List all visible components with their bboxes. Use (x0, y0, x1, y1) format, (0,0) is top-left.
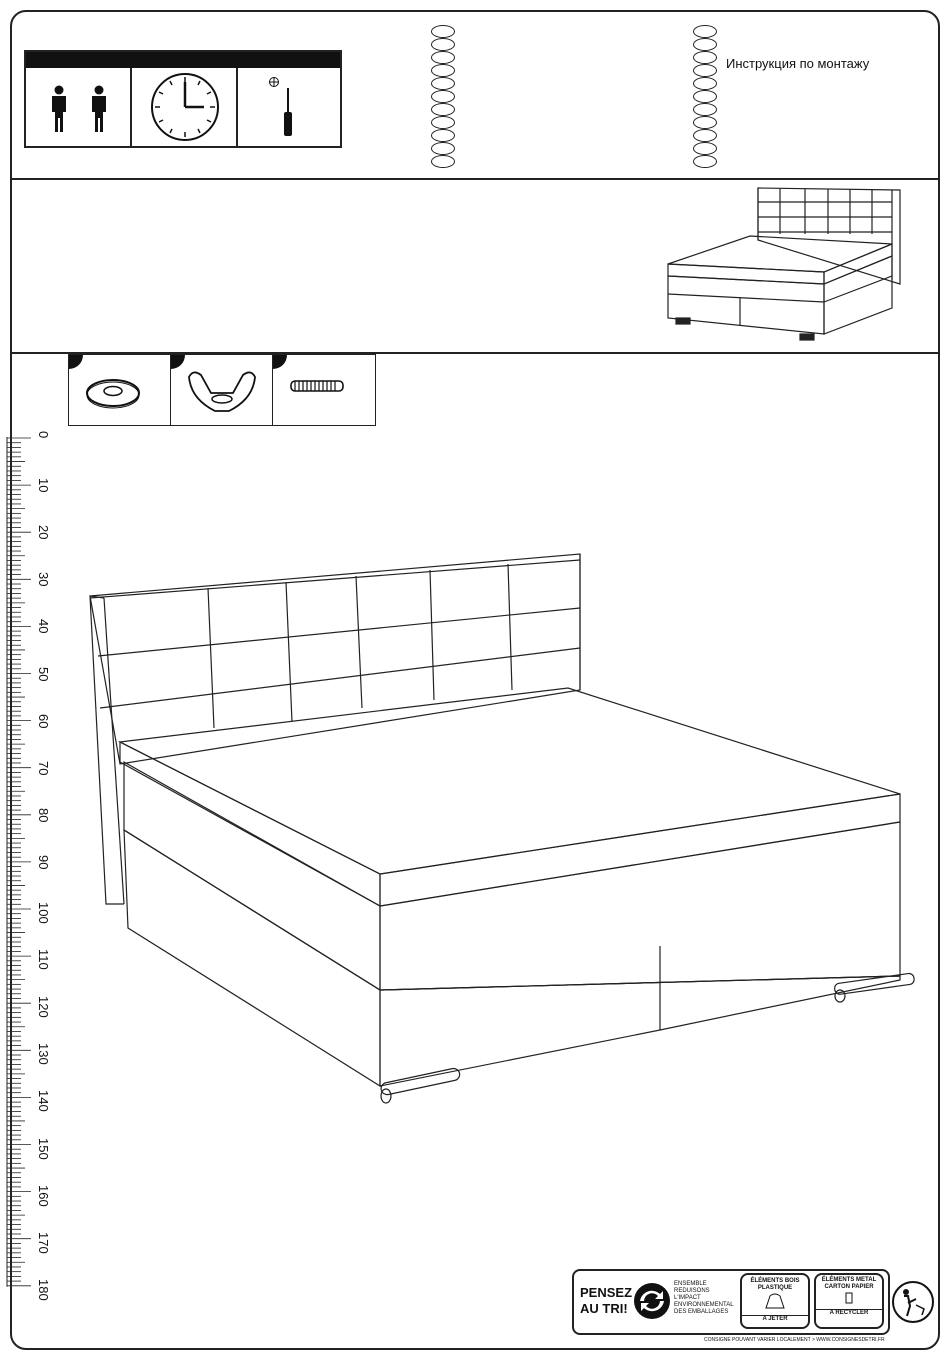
ruler-label: 50 (36, 666, 51, 681)
tools-bar (26, 52, 340, 68)
ruler-label: 30 (36, 572, 51, 587)
ruler-label: 80 (36, 807, 51, 823)
measuring-ruler (6, 431, 52, 1301)
eco-au-tri-text: AU TRI! (580, 1301, 628, 1316)
ruler-label: 40 (36, 619, 51, 634)
tools-panel (24, 50, 342, 148)
threaded-rod-icon (273, 355, 373, 425)
can-icon (816, 1292, 882, 1304)
eco-recycling-label (570, 1267, 936, 1345)
washer-icon (69, 355, 169, 425)
ruler-label: 0 (36, 431, 51, 439)
ruler-label: 140 (36, 1090, 51, 1113)
persons-cell (26, 68, 132, 146)
ruler-label: 110 (36, 949, 51, 970)
eco-ensemble-text: ENSEMBLE REDUISONS L'IMPACT ENVIRONNEMENTAL DES EMBALLAGES (674, 1281, 734, 1315)
ruler-label: 20 (36, 525, 51, 540)
triman-icon (890, 1279, 936, 1325)
ruler-label: 120 (36, 996, 51, 1018)
ruler-ticks (6, 437, 36, 1297)
eco-bois-action: A JETER (742, 1315, 808, 1323)
two-persons-icon (26, 68, 130, 146)
eco-pensez-text: PENSEZ (580, 1285, 633, 1300)
screwdriver-icon (238, 68, 338, 146)
eco-metal-box (814, 1273, 884, 1329)
eco-consigne-text: CONSIGNE POUVANT VARIER LOCALEMENT > WWW.CONSIGNESDETRI.FR (704, 1337, 885, 1343)
ruler-label: 170 (36, 1231, 51, 1254)
oval-column-right (693, 25, 719, 168)
bag-icon (742, 1292, 808, 1310)
part-washer (69, 355, 171, 425)
wing-nut-icon (171, 355, 271, 425)
recycle-arrow-icon (632, 1281, 672, 1321)
bed-illustration (80, 548, 920, 1108)
eco-metal-action: A RECYCLER (816, 1309, 882, 1317)
ruler-label: 90 (36, 854, 51, 870)
ruler-label: 150 (36, 1137, 51, 1160)
ruler-label: 100 (36, 902, 51, 924)
ruler-label: 70 (36, 760, 51, 776)
ruler-label: 180 (36, 1278, 51, 1301)
screwdriver-cell (238, 68, 340, 146)
eco-bois-title: ÉLÉMENTS BOIS PLASTIQUE (750, 1278, 800, 1291)
parts-panel (68, 354, 376, 426)
eco-bois-box (740, 1273, 810, 1329)
ruler-label: 60 (36, 713, 51, 729)
ruler-label: 160 (36, 1184, 51, 1207)
ruler-label: 130 (36, 1043, 51, 1065)
eco-metal-title: ÉLÉMENTS METAL CARTON PAPIER (821, 1277, 877, 1290)
clock-icon (132, 68, 236, 146)
bed-preview-icon (660, 184, 910, 350)
part-wing-nut (171, 355, 273, 425)
part-threaded-rod (273, 355, 375, 425)
clock-cell (132, 68, 238, 146)
oval-column-left (431, 25, 457, 168)
assembly-title: Инструкция по монтажу (726, 56, 870, 71)
ruler-label: 10 (36, 478, 51, 493)
